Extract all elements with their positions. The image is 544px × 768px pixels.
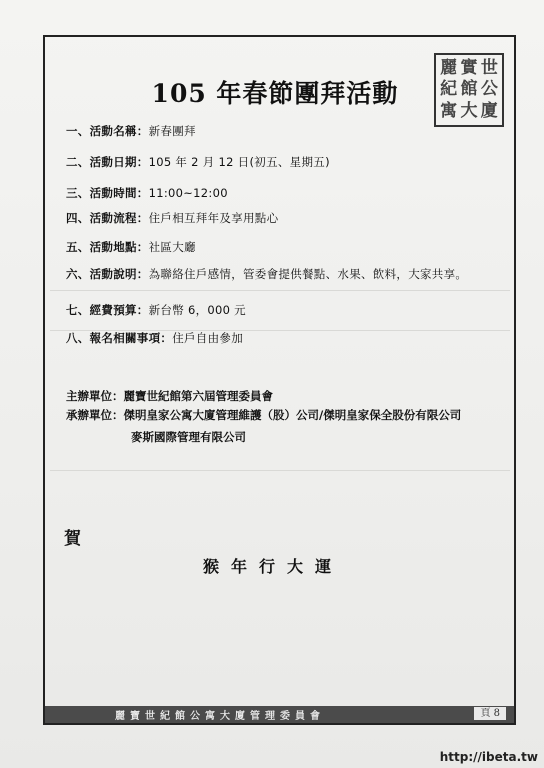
item-label: 五、活動地點： xyxy=(66,240,149,254)
host-label: 主辦單位： xyxy=(66,389,124,403)
footer-bar xyxy=(45,706,514,723)
item-value: 為聯絡住戶感情，管委會提供餐點、水果、飲料，大家共享。 xyxy=(148,267,468,281)
item-activity-date xyxy=(66,154,330,170)
seal-char: 實 xyxy=(460,57,478,78)
item-label: 七、經費預算： xyxy=(66,303,149,317)
host-name: 麗寶世紀館第六屆管理委員會 xyxy=(123,389,273,403)
item-label: 一、活動名稱： xyxy=(66,124,149,138)
item-activity-process xyxy=(66,210,278,226)
item-value: 新台幣 6，000 元 xyxy=(148,303,246,317)
page-title: 105 年春節團拜活動 xyxy=(151,79,399,108)
item-label: 八、報名相關事項： xyxy=(66,331,173,345)
item-activity-location xyxy=(66,239,196,255)
item-registration xyxy=(66,330,243,346)
community-seal xyxy=(434,53,504,127)
item-budget xyxy=(66,302,246,318)
seal-char: 麗 xyxy=(440,57,458,78)
greeting-text: 猴年行大運 xyxy=(203,557,344,576)
item-activity-name xyxy=(66,123,196,139)
item-label: 三、活動時間： xyxy=(66,186,149,200)
item-label: 二、活動日期： xyxy=(66,155,149,169)
greeting-mark: 賀 xyxy=(64,529,81,549)
seal-char: 世 xyxy=(480,57,498,78)
host-line xyxy=(66,388,273,404)
footer-text: 麗寶世紀館公寓大廈管理委員會 xyxy=(115,711,325,722)
item-activity-description xyxy=(66,266,467,282)
item-value: 新春團拜 xyxy=(148,124,196,138)
seal-char: 紀 xyxy=(440,79,458,100)
item-value: 住戶相互拜年及享用點心 xyxy=(148,211,279,225)
item-value: 社區大廳 xyxy=(148,240,196,254)
seal-char: 廈 xyxy=(480,101,498,122)
contractor-label: 承辦單位： xyxy=(66,408,124,422)
item-value: 11:00~12:00 xyxy=(148,186,228,200)
seal-char: 大 xyxy=(460,101,478,122)
item-label: 六、活動說明： xyxy=(66,267,149,281)
contractor-line-2: 麥斯國際管理有限公司 xyxy=(131,430,246,444)
page-number: 頁 8 xyxy=(474,707,506,720)
item-value: 住戶自由參加 xyxy=(172,331,244,345)
watermark: http://ibeta.tw xyxy=(439,750,538,764)
contractor-name-1: 傑明皇家公寓大廈管理維護（股）公司/傑明皇家保全股份有限公司 xyxy=(123,408,462,422)
contractor-line xyxy=(66,407,461,423)
item-label: 四、活動流程： xyxy=(66,211,149,225)
seal-char: 寓 xyxy=(440,101,458,122)
item-activity-time xyxy=(66,185,228,201)
seal-char: 館 xyxy=(460,79,478,100)
seal-char: 公 xyxy=(480,79,498,100)
item-value: 105 年 2 月 12 日(初五、星期五) xyxy=(148,155,330,169)
